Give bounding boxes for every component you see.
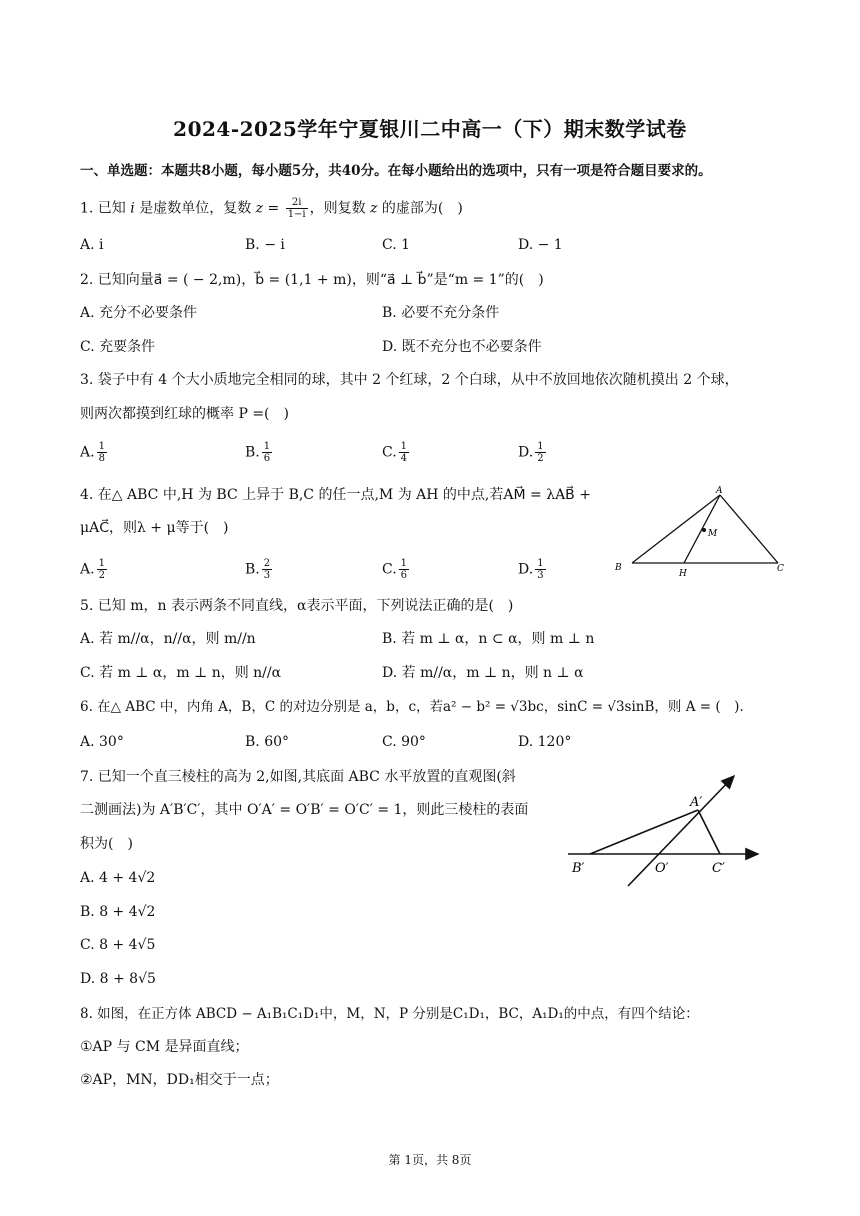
label-a-prime: A′ [690,795,703,810]
question-4-line-2: μAC⃗，则λ + μ等于( ) [80,520,229,536]
q6-option-c: C. 90° [382,734,426,750]
label-c: C [777,564,784,574]
question-8-line-2: ①AP 与 CM 是异面直线； [80,1039,249,1055]
page-title: 2024-2025学年宁夏银川二中高一（下）期末数学试卷 [173,117,687,141]
q6-option-b: B. 60° [245,734,290,750]
question-7-line-3: 积为( ) [80,836,133,852]
q5-option-d: D. 若 m//α，m ⊥ n，则 n ⊥ α [382,665,584,681]
q4-option-d: D. $\frac{1}{3}$ [518,558,544,581]
q2-option-c: C. 充要条件 [80,339,156,355]
page-footer: 第 1页，共 8页 [388,1153,472,1167]
question-4-line-1: 4. 在△ ABC 中,H 为 BC 上异于 B,C 的任一点,M 为 AH 的中点,若AM⃗ = λAB⃗ + [80,487,591,503]
q7-option-c: C. 8 + 4√5 [80,937,156,953]
q2-option-d: D. 既不充分也不必要条件 [382,339,542,355]
question-7-line-2: 二测画法)为 A′B′C′，其中 O′A′ = O′B′ = O′C′ = 1，则此三棱柱的表面 [80,802,529,818]
q4-option-c: C. $\frac{1}{6}$ [382,558,408,581]
q7-option-d: D. 8 + 8√5 [80,971,156,987]
question-8-line-1: 8. 如图，在正方体 ABCD − A₁B₁C₁D₁中，M，N，P 分别是C₁D₁，BC，A₁D₁的中点，有四个结论： [80,1006,699,1022]
q1-option-c: C. 1 [382,237,411,253]
label-c-prime: C′ [712,861,725,876]
midpoint-m-dot [702,528,706,532]
label-h: H [679,569,687,579]
q5-option-a: A. 若 m//α，n//α，则 m//n [80,631,256,647]
q3-option-a: A. $\frac{1}{8}$ [80,441,105,464]
question-3-line-2: 则两次都摸到红球的概率 P =( ) [80,406,289,422]
fraction: $\frac{2i}{1-i}$ [287,197,306,220]
label-a: A [716,486,723,496]
label-m: M [708,529,718,539]
q2-option-a: A. 充分不必要条件 [80,305,198,321]
q1-option-b: B. − i [245,237,285,253]
q4-option-b: B. $\frac{2}{3}$ [245,558,271,581]
q7-option-a: A. 4 + 4√2 [80,870,156,886]
label-b: B [615,563,622,573]
question-1-stem: 1. 已知 i 是虚数单位，复数 z = $\frac{2i}{1-i}$ ，则复数 z 的虚部为( ) [80,197,463,220]
q6-option-a: A. 30° [80,734,124,750]
q6-option-d: D. 120° [518,734,572,750]
question-5-stem: 5. 已知 m，n 表示两条不同直线，α表示平面，下列说法正确的是( ) [80,598,514,614]
q3-option-d: D. $\frac{1}{2}$ [518,441,544,464]
question-8-line-3: ②AP，MN，DD₁相交于一点； [80,1072,279,1088]
q1-option-a: A. i [80,237,104,253]
q1-option-d: D. − 1 [518,237,563,253]
triangle-figure [608,480,788,580]
q3-option-b: B. $\frac{1}{6}$ [245,441,271,464]
q5-option-b: B. 若 m ⊥ α，n ⊂ α，则 m ⊥ n [382,631,595,647]
q3-option-c: C. $\frac{1}{4}$ [382,441,408,464]
question-3-line-1: 3. 袋子中有 4 个大小质地完全相同的球，其中 2 个红球，2 个白球，从中不放回地依次随机摸出 2 个球， [80,372,739,388]
section-heading: 一、单选题：本题共8小题，每小题5分，共40分。在每小题给出的选项中，只有一项是符合题目要求的。 [80,163,712,179]
q2-option-b: B. 必要不充分条件 [382,305,500,321]
question-6-stem: 6. 在△ ABC 中，内角 A，B，C 的对边分别是 a，b，c，若a² − b² = √3bc，sinC = √3sinB，则 A = ( ). [80,699,744,715]
q5-option-c: C. 若 m ⊥ α，m ⊥ n，则 n//α [80,665,282,681]
question-2-stem: 2. 已知向量a⃗ = ( − 2,m)，b⃗ = (1,1 + m)，则“a⃗ ⊥ b⃗”是“m = 1”的( ) [80,272,544,288]
q7-option-b: B. 8 + 4√2 [80,904,156,920]
label-b-prime: B′ [572,861,585,876]
q4-option-a: A. $\frac{1}{2}$ [80,558,105,581]
oblique-projection-figure [560,764,770,892]
label-o-prime: O′ [655,861,669,876]
question-7-line-1: 7. 已知一个直三棱柱的高为 2,如图,其底面 ABC 水平放置的直观图(斜 [80,769,516,785]
